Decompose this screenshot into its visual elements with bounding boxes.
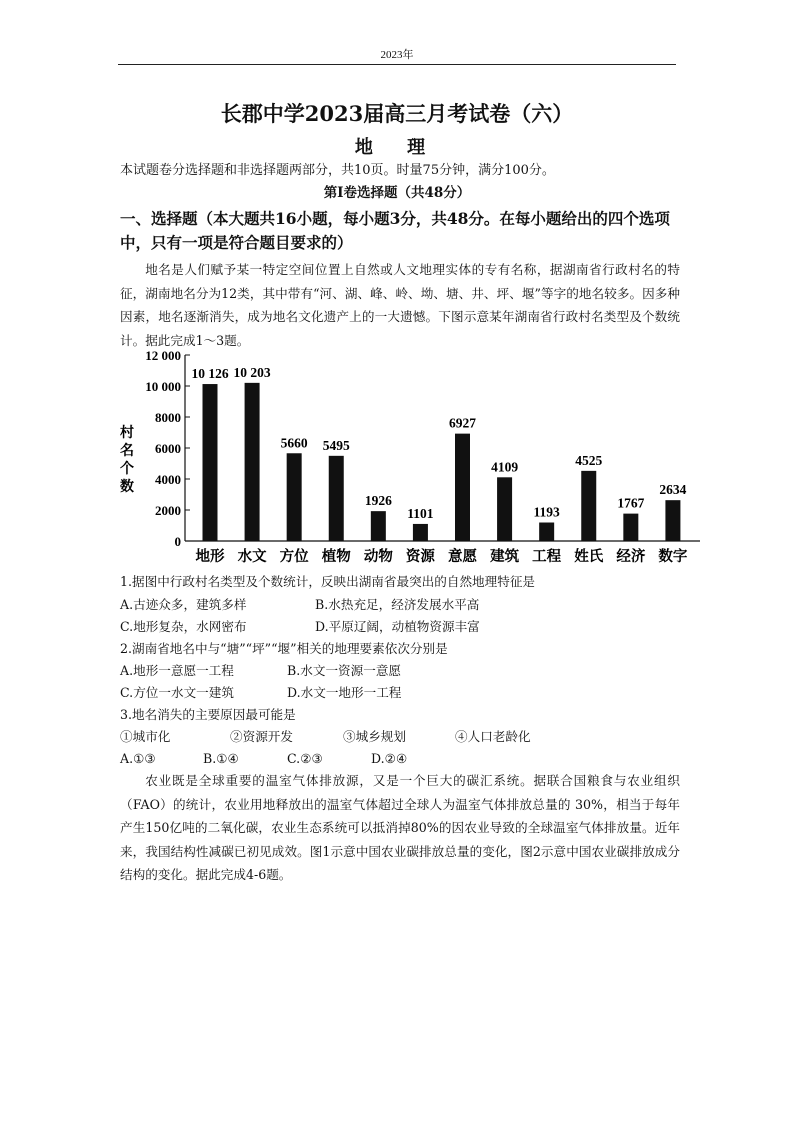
- q1-option-a: A.古迹众多，建筑多样: [120, 597, 247, 612]
- bar: [623, 514, 638, 541]
- q3-option-b: B.①④: [203, 751, 239, 766]
- y-axis-label-char: 村: [120, 425, 134, 441]
- bar: [203, 384, 218, 541]
- bar: [581, 471, 596, 541]
- q1-option-c: C.地形复杂，水网密布: [120, 619, 247, 634]
- category-label: 工程: [532, 548, 562, 565]
- y-tick-label: 10 000: [145, 379, 181, 394]
- exam-title: 长郡中学2023届高三月考试卷（六）: [220, 101, 574, 126]
- bar: [497, 477, 512, 541]
- category-label: 植物: [321, 548, 351, 565]
- q3-stem: 3.地名消失的主要原因最可能是: [120, 707, 296, 722]
- y-axis-label-char: 数: [120, 479, 134, 495]
- passage-2: 农业既是全球重要的温室气体排放源，又是一个巨大的碳汇系统。据联合国粮食与农业组织（FAO）的统计，农业用地释放出的温室气体超过全球人为温室气体排放总量的 30%，相当于每年产生150亿吨的二氧化碳，农业生态系统可以抵消掉80%的因农业导致的全球温室气体排放量。近年来，我国结构性减碳已初见成效。图1示意中国农业碳排放总量的变化，图2示意中国农业碳排放成分结构的变化。据此完成4-6题。: [120, 773, 680, 882]
- passage-1: 地名是人们赋予某一特定空间位置上自然或人文地理实体的专有名称，据湖南省行政村名的特征，湖南地名分为12类，其中带有“河、湖、峰、岭、坳、塘、井、坪、堰”等字的地名较多。因多种因素，地名逐渐消失，成为地名文化遗产上的一大遗憾。下图示意某年湖南省行政村名类型及个数统计。据此完成1～3题。: [120, 262, 680, 348]
- bar-value-label: 10 126: [191, 366, 229, 382]
- q3-item-4: ④人口老龄化: [455, 729, 531, 744]
- village-name-bar-chart: [115, 345, 710, 577]
- category-label: 建筑: [490, 548, 520, 565]
- y-tick-label: 6000: [155, 441, 181, 456]
- bar-value-label: 5660: [280, 435, 308, 451]
- q2-option-b: B.水文一资源一意愿: [287, 663, 402, 678]
- header-divider: [118, 64, 676, 65]
- q1-option-b: B.水热充足，经济发展水平高: [315, 597, 480, 612]
- category-label: 水文: [237, 548, 267, 565]
- q1-option-d: D.平原辽阔，动植物资源丰富: [315, 619, 480, 634]
- bar-value-label: 5495: [322, 437, 350, 453]
- bar-value-label: 2634: [659, 482, 687, 498]
- q2-option-a: A.地形一意愿一工程: [120, 663, 234, 678]
- category-label: 资源: [405, 548, 435, 565]
- y-tick-label: 2000: [155, 503, 181, 518]
- bar-value-label: 4109: [491, 459, 519, 475]
- y-tick-label: 8000: [155, 410, 181, 425]
- part-heading: 第Ⅰ卷选择题（共48分）: [323, 185, 471, 201]
- q2-stem: 2.湖南省地名中与“塘”“坪”“堰”相关的地理要素依次分别是: [120, 641, 448, 656]
- category-label: 动物: [363, 548, 393, 565]
- bar-value-label: 1767: [617, 495, 645, 511]
- category-label: 数字: [658, 548, 688, 565]
- bar-value-label: 4525: [575, 452, 603, 468]
- section-heading: 一、选择题（本大题共16小题，每小题3分，共48分。在每小题给出的四个选项中，只有一项是符合题目要求的）: [120, 209, 670, 252]
- bar: [329, 456, 344, 541]
- category-label: 意愿: [448, 548, 477, 565]
- q3-option-c: C.②③: [287, 751, 323, 766]
- category-label: 方位: [279, 548, 309, 565]
- exam-intro: 本试题卷分选择题和非选择题两部分，共10页。时量75分钟，满分100分。: [120, 163, 555, 178]
- y-tick-label: 12 000: [145, 348, 181, 363]
- bar: [455, 434, 470, 541]
- bar: [413, 524, 428, 541]
- category-label: 姓氏: [574, 548, 604, 565]
- q2-option-d: D.水文一地形一工程: [287, 685, 402, 700]
- category-label: 地形: [195, 548, 225, 565]
- y-axis-label-char: 名: [120, 443, 134, 459]
- y-tick-label: 0: [174, 534, 181, 549]
- y-axis-label-char: 个: [120, 461, 134, 477]
- bar: [665, 500, 680, 541]
- q3-option-d: D.②④: [371, 751, 408, 766]
- q2-option-c: C.方位一水文一建筑: [120, 685, 234, 700]
- bar: [245, 383, 260, 541]
- category-label: 经济: [616, 548, 646, 565]
- bar: [539, 523, 554, 541]
- q1-stem: 1.据图中行政村名类型及个数统计，反映出湖南省最突出的自然地理特征是: [120, 574, 536, 589]
- bar-value-label: 6927: [449, 415, 476, 431]
- q3-option-a: A.①③: [120, 751, 156, 766]
- q3-item-1: ①城市化: [120, 729, 171, 744]
- bar: [371, 511, 386, 541]
- q3-item-2: ②资源开发: [230, 729, 293, 744]
- page-header-year: 2023年: [380, 49, 414, 61]
- bar-value-label: 10 203: [233, 364, 271, 380]
- bar-value-label: 1193: [533, 504, 560, 520]
- bar-value-label: 1926: [364, 493, 392, 509]
- bar: [287, 453, 302, 541]
- bar-value-label: 1101: [407, 505, 434, 521]
- y-tick-label: 4000: [155, 472, 181, 487]
- q3-item-3: ③城乡规划: [343, 729, 406, 744]
- subject-title: 地 理: [354, 137, 440, 158]
